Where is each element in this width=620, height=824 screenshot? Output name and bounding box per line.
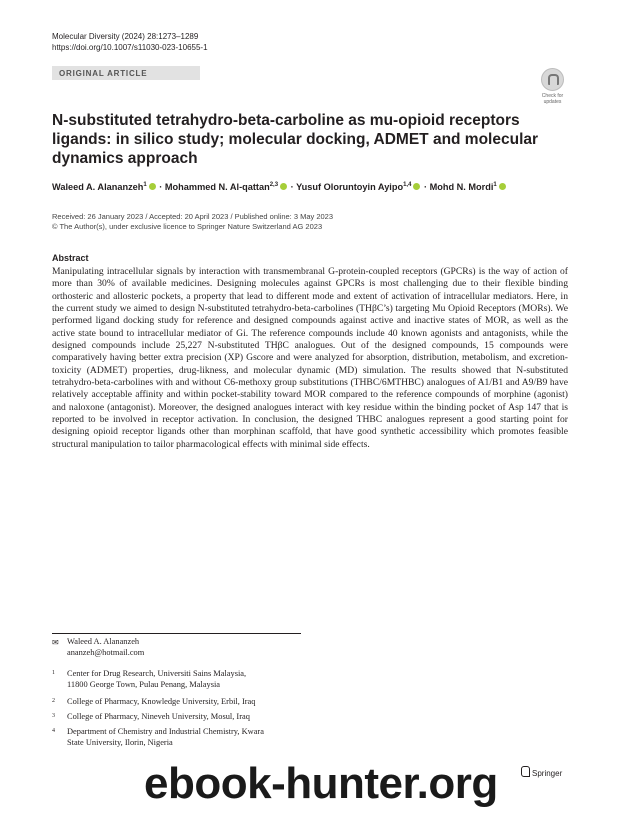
author-name[interactable]: Waleed A. Alananzeh [52,182,144,193]
affiliation-item [52,727,312,748]
orcid-icon[interactable] [280,183,287,190]
publication-dates [52,212,333,232]
author-affiliation-sup: 2,3 [269,182,279,188]
affiliation-item [52,712,312,723]
abstract-body: Manipulating intracellular signals by interaction with transmembranal G-protein-coupled receptors (GPCRs) is the way of action of more than 30% of available medicines. Designing molecules against GPCRs is most challenging due to their flexible binding orthosteric and allosteric pockets, a property that lead to different mode and extent of activation of intracellular mediators. Here, in the current study we aimed to design N-substituted tetrahydro-beta-carbolines (THβC’s) targeting Mu Opioid Receptors (MORs). We performed ligand docking study for reference and designed compounds against active and inactive states of MOR, as well as the active state bound to intracellular mediator of Gi. The reference compounds include 40 known agonists and antagonists, while the designed compounds include 25,227 N-substituted THβC analogues. Out of the designed compounds, 15 compounds were comparatively having better extra precision (XP) Gscore and were analyzed for absorption, distribution, metabolism, and excretion-toxicity (ADMET) properties, drug-likness, and molecular dynamic (MD) simulation. The results showed that N-substituted tetrahydro-beta-carbolines with and without C6-methoxy group substitutions (THBC/6MTHBC) analogues of A1/B1 and A9/B9 have relatively acceptable affinity and within pocket-stability toward MOR compared to the reference compounds of morphine (agonist) and naloxone (antagonist). Moreover, the designed analogues interact with key residue within the binding pocket of Asp 147 that is reported to be involved in receptor activation. In conclusion, the designed THBC analogues represent a good starting point for designing opioid receptor ligands other than morphinan scaffold, that have good synthetic accessibility which promotes feasible structural manipulation to tailor pharmacological effects with minimal side effects. [52,266,568,450]
affiliation-text: College of Pharmacy, Nineveh University, Mosul, Iraq [67,712,250,721]
orcid-icon[interactable] [149,183,156,190]
springer-horse-icon [521,766,530,777]
corresponding-author-email[interactable]: ananzeh@hotmail.com [67,647,145,657]
correspondence-block [52,637,312,658]
copyright-line: © The Author(s), under exclusive licence to Springer Nature Switzerland AG 2023 [52,222,323,231]
article-title: N-substituted tetrahydro-beta-carboline as mu-opioid receptors ligands: in silico study; molecular docking, ADMET and molecular dynamics approach [52,112,539,167]
author-name[interactable]: Mohammed N. Al-qattan [164,182,270,193]
check-updates-label: Check for updates [541,93,564,105]
history-dates: Received: 26 January 2023 / Accepted: 20 April 2023 / Published online: 3 May 2023 [52,212,334,221]
publisher-name: Springer [532,769,563,778]
orcid-icon[interactable] [413,183,420,190]
journal-header [52,31,208,53]
affiliation-item [52,697,312,708]
check-updates-icon [541,68,564,91]
affiliation-text: State University, Ilorin, Nigeria [67,737,173,747]
affiliation-number: 3 [52,713,55,719]
author-affiliation-sup: 1 [143,182,147,188]
footnote-divider [52,633,301,634]
author-affiliation-sup: 1 [493,182,497,188]
affiliation-text: College of Pharmacy, Knowledge University, Erbil, Iraq [67,697,256,706]
watermark-text: ebook-hunter.org [144,759,498,808]
author-name[interactable]: Mohd N. Mordi [429,182,494,193]
author-list: Waleed A. Alananzeh$^1$ · Mohammed N. Al-qattan$^{2,3}$ · Yusuf Oloruntoyin Ayipo$^{1,4}$ · Mohd N. Mordi$^1$ [52,182,572,192]
affiliation-text: 11800 George Town, Pulau Penang, Malaysia [67,679,221,689]
author-name[interactable]: Yusuf Oloruntoyin Ayipo [296,182,404,193]
abstract-heading: Abstract [52,253,89,263]
affiliation-text: Center for Drug Research, Universiti Sains Malaysia, [67,669,247,678]
affiliation-text: Department of Chemistry and Industrial Chemistry, Kwara [67,727,264,736]
affiliation-item [52,669,312,690]
journal-citation: Molecular Diversity (2024) 28:1273–1289 [52,32,199,41]
publisher-logo [521,766,562,778]
affiliation-number: 2 [52,698,55,704]
corresponding-author-name: Waleed A. Alananzeh [67,637,140,646]
orcid-icon[interactable] [499,183,506,190]
envelope-icon: ✉ [52,638,59,647]
affiliation-number: 4 [52,728,55,734]
article-type-label: ORIGINAL ARTICLE [59,69,148,78]
affiliation-number: 1 [52,670,55,676]
doi-link[interactable]: https://doi.org/10.1007/s11030-023-10655-1 [52,43,208,52]
check-for-updates-badge[interactable] [537,68,568,105]
article-type-banner [52,66,200,80]
author-affiliation-sup: 1,4 [403,182,412,188]
